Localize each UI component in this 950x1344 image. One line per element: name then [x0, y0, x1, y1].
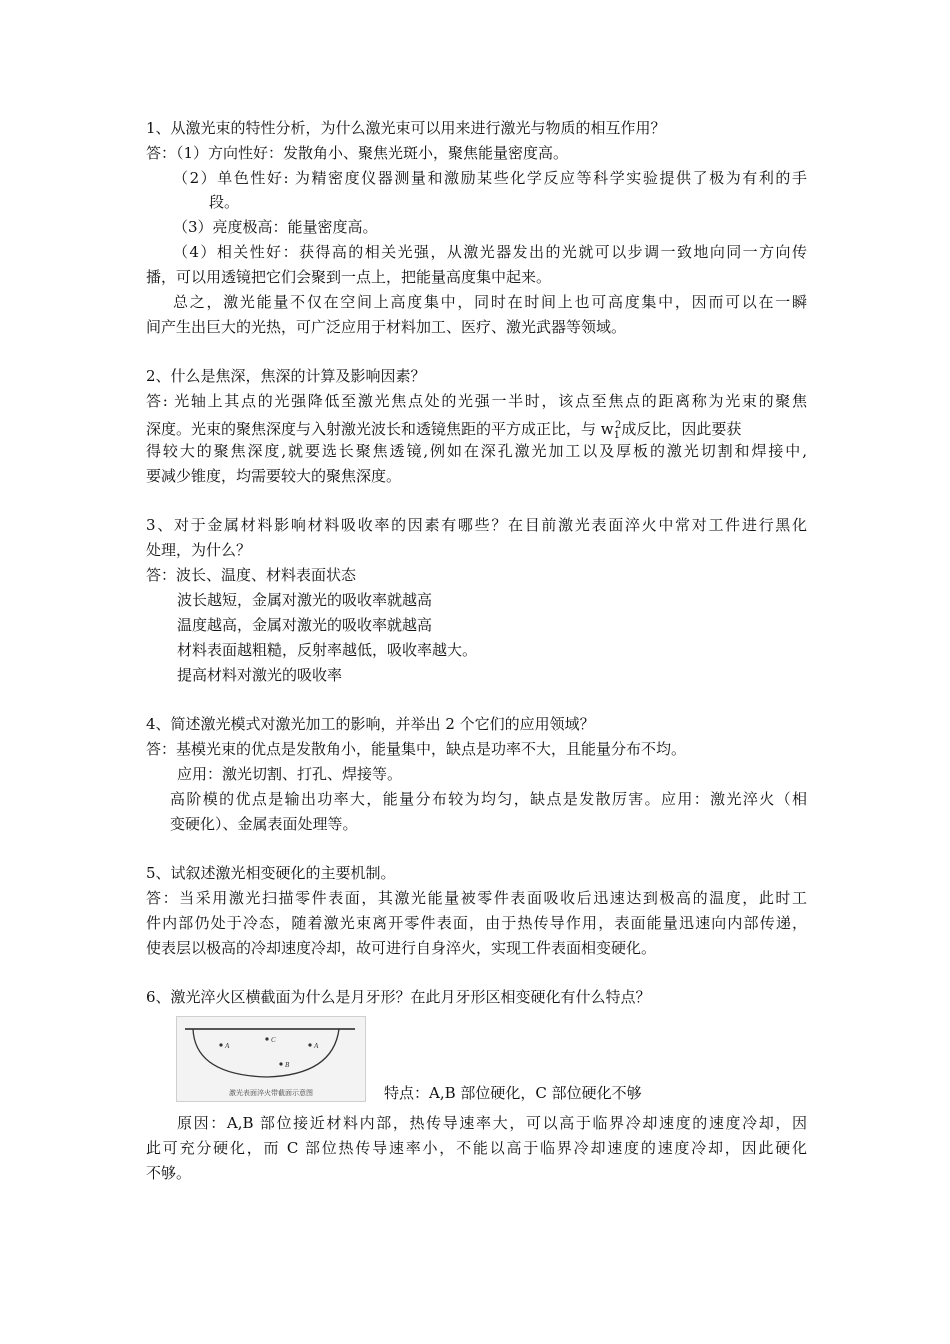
q2-answer-2-pre: 深度。光束的聚焦深度与入射激光波长和透镜焦距的平方成正比，与 w: [146, 420, 614, 438]
q5-question: 5、试叙述激光相变硬化的主要机制。: [146, 864, 396, 882]
q4-answer-1: 答：基模光束的优点是发散角小，能量集中，缺点是功率不大，且能量分布不均。: [146, 740, 687, 758]
point-a-right: [308, 1043, 311, 1046]
label-a-right: A: [314, 1042, 319, 1050]
label-c: C: [271, 1036, 276, 1044]
crescent-diagram: [177, 1017, 365, 1101]
q1-question: 1、从激光束的特性分析，为什么激光束可以用来进行激光与物质的相互作用？: [146, 119, 666, 137]
q1-summary-1: 总之，激光能量不仅在空间上高度集中，同时在时间上也可高度集中，因而可以在一瞬: [173, 293, 807, 311]
q4-answer-3: 高阶模的优点是输出功率大，能量分布较为均匀，缺点是发散厉害。应用：激光淬火（相: [170, 790, 807, 808]
q1-answer-4a: （4）相关性好：获得高的相关光强，从激光器发出的光就可以步调一致地向同一方向传: [173, 243, 807, 261]
q3-answer-5: 提高材料对激光的吸收率: [177, 666, 343, 684]
q4-answer-4: 变硬化）、金属表面处理等。: [170, 815, 358, 833]
q6-question: 6、激光淬火区横截面为什么是月牙形？在此月牙形区相变硬化有什么特点？: [146, 988, 651, 1006]
q1-answer-2a: （2）单色性好: 为精密度仪器测量和激励某些化学反应等科学实验提供了极为有利的手: [173, 169, 807, 187]
q2-answer-1: 答: 光轴上其点的光强降低至激光焦点处的光强一半时，该点至焦点的距离称为光束的聚焦: [146, 392, 807, 410]
q3-answer-1: 答：波长、温度、材料表面状态: [146, 566, 357, 584]
q1-answer-3: （3）亮度极高：能量密度高。: [173, 218, 378, 236]
q5-answer-2: 件内部仍处于冷态，随着激光束离开零件表面，由于热传导作用，表面能量迅速向内部传递，: [146, 914, 807, 932]
point-b: [279, 1062, 282, 1065]
q2-answer-3: 得较大的聚焦深度,就要选长聚焦透镜,例如在深孔激光加工以及厚板的激光切割和焊接中,: [146, 442, 807, 460]
q3-answer-2: 波长越短，金属对激光的吸收率就越高: [177, 591, 433, 609]
point-c: [265, 1037, 268, 1040]
label-a-left: A: [225, 1042, 230, 1050]
q6-reason-3: 不够。: [146, 1164, 192, 1182]
q3-question-2: 处理，为什么？: [146, 541, 252, 559]
q4-question: 4、简述激光模式对激光加工的影响，并举出 2 个它们的应用领域？: [146, 715, 595, 733]
q2-answer-4: 要减少锥度，均需要较大的聚焦深度。: [146, 467, 402, 485]
q6-feature: 特点：A,B 部位硬化，C 部位硬化不够: [384, 1084, 642, 1102]
label-b: B: [285, 1061, 290, 1069]
q1-summary-2: 间产生出巨大的光热，可广泛应用于材料加工、医疗、激光武器等领域。: [146, 318, 627, 336]
q6-reason-1: 原因：A,B 部位接近材料内部，热传导速率大，可以高于临界冷却速度的速度冷却，因: [177, 1114, 807, 1132]
q2-answer-2-sub: 1: [613, 430, 620, 441]
q2-question: 2、什么是焦深，焦深的计算及影响因素？: [146, 367, 426, 385]
q3-answer-3: 温度越高，金属对激光的吸收率就越高: [177, 616, 433, 634]
q1-answer-2b: 段。: [209, 193, 240, 211]
point-a-left: [219, 1043, 222, 1046]
q5-answer-1: 答：当采用激光扫描零件表面，其激光能量被零件表面吸收后迅速达到极高的温度，此时工: [146, 889, 807, 907]
quench-cross-section-figure: [176, 1016, 366, 1102]
q1-answer-4b: 播，可以用透镜把它们会聚到一点上，把能量高度集中起来。: [146, 268, 552, 286]
q5-answer-3: 使表层以极高的冷却速度冷却，故可进行自身淬火，实现工件表面相变硬化。: [146, 939, 657, 957]
q1-answer-1: 答：（1）方向性好：发散角小、聚焦光斑小，聚焦能量密度高。: [146, 144, 569, 162]
q4-answer-2: 应用：激光切割、打孔、焊接等。: [177, 765, 403, 783]
figure-caption: 激光表面淬火带截面示意图: [229, 1089, 313, 1097]
q6-reason-2: 此可充分硬化，而 C 部位热传导速率小，不能以高于临界冷却速度的速度冷却，因此硬化: [146, 1139, 807, 1157]
q3-answer-4: 材料表面越粗糙，反射率越低，吸收率越大。: [177, 641, 478, 659]
q3-question-1: 3、对于金属材料影响材料吸收率的因素有哪些？在目前激光表面淬火中常对工件进行黑化: [146, 516, 807, 534]
crescent-boundary: [193, 1029, 339, 1077]
q2-answer-2-sup: 2: [615, 420, 622, 431]
q2-answer-2-post: 成反比，因此要获: [621, 420, 742, 438]
